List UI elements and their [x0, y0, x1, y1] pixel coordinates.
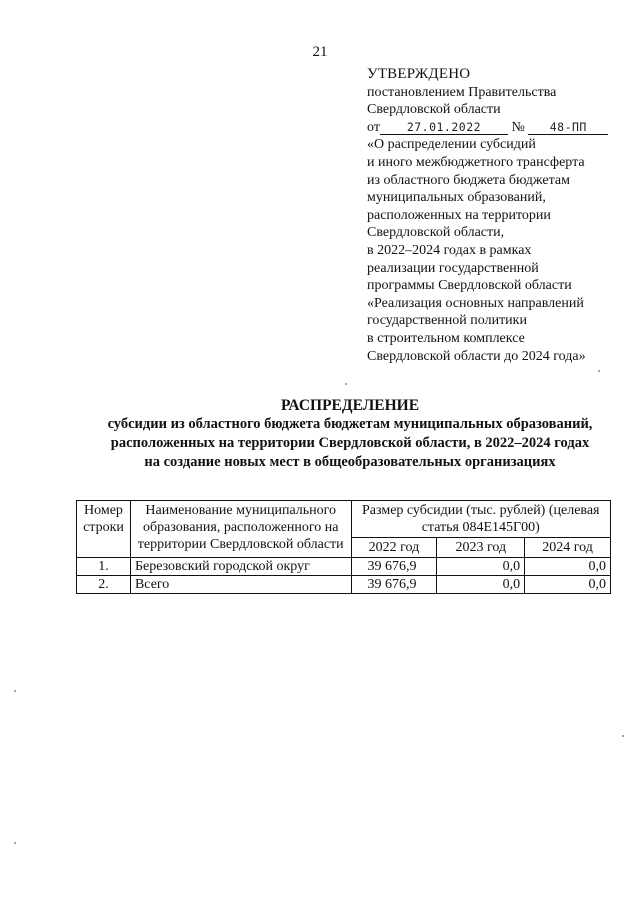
scan-speck — [622, 735, 624, 737]
approval-line: постановлением Правительства — [367, 84, 557, 100]
resolution-title-line: из областного бюджета бюджетам — [367, 172, 570, 188]
number-prefix: № — [511, 119, 525, 135]
header-subsidy-group: Размер субсидии (тыс. рублей) (целевая статья 084Е145Г00) — [351, 501, 610, 538]
value-2022-cell: 39 676,9 — [351, 558, 437, 576]
approval-date-line — [367, 119, 629, 137]
header-row-number: Номер строки — [77, 501, 131, 558]
header-municipality: Наименование муниципального образования, расположенного на территории Свердловской области — [130, 501, 351, 558]
value-2023-cell: 0,0 — [437, 576, 525, 594]
approval-line: Свердловской области — [367, 102, 501, 118]
scan-speck — [598, 370, 600, 372]
table-row — [77, 576, 611, 594]
scan-speck — [345, 383, 347, 385]
resolution-title-line: государственной политики — [367, 313, 527, 329]
resolution-date: 27.01.2022 — [380, 120, 508, 135]
resolution-title-line: расположенных на территории — [367, 207, 551, 223]
value-2024-cell: 0,0 — [525, 558, 611, 576]
resolution-title-line: Свердловской области, — [367, 225, 505, 241]
resolution-title-line: «О распределении субсидий — [367, 137, 536, 153]
scan-speck — [14, 842, 16, 844]
scan-speck — [14, 690, 16, 692]
approval-block — [367, 66, 629, 365]
table-row — [77, 558, 611, 576]
header-year-2024: 2024 год — [525, 538, 611, 558]
table-header-row — [77, 501, 611, 538]
header-year-2023: 2023 год — [437, 538, 525, 558]
row-number-cell: 2. — [77, 576, 131, 594]
row-number-cell: 1. — [77, 558, 131, 576]
resolution-title-line: в строительном комплексе — [367, 330, 525, 346]
resolution-title-line: программы Свердловской области — [367, 278, 572, 294]
header-year-2022: 2022 год — [351, 538, 437, 558]
value-2022-cell: 39 676,9 — [351, 576, 437, 594]
resolution-number: 48-ПП — [528, 120, 608, 135]
resolution-title-line: в 2022–2024 годах в рамках — [367, 242, 532, 258]
resolution-title-line: реализации государственной — [367, 260, 539, 276]
resolution-title-line: Свердловской области до 2024 года» — [367, 348, 586, 364]
document-subtitle-line: на создание новых мест в общеобразовательных организациях — [144, 454, 556, 470]
approval-heading: УТВЕРЖДЕНО — [367, 66, 471, 82]
page-number: 21 — [312, 44, 328, 60]
document-title: РАСПРЕДЕЛЕНИЕ — [280, 397, 420, 414]
resolution-title-line: и иного межбюджетного трансферта — [367, 154, 585, 170]
value-2023-cell: 0,0 — [437, 558, 525, 576]
document-title-block — [60, 396, 640, 472]
value-2024-cell: 0,0 — [525, 576, 611, 594]
resolution-title-line: «Реализация основных направлений — [367, 295, 584, 311]
municipality-cell: Березовский городской округ — [130, 558, 351, 576]
resolution-title-line: муниципальных образований, — [367, 190, 546, 206]
subsidy-table — [76, 500, 611, 594]
document-subtitle-line: субсидии из областного бюджета бюджетам муниципальных образований, — [107, 416, 593, 432]
date-prefix: от — [367, 119, 380, 135]
municipality-cell: Всего — [130, 576, 351, 594]
document-subtitle-line: расположенных на территории Свердловской области, в 2022–2024 годах — [110, 435, 590, 451]
